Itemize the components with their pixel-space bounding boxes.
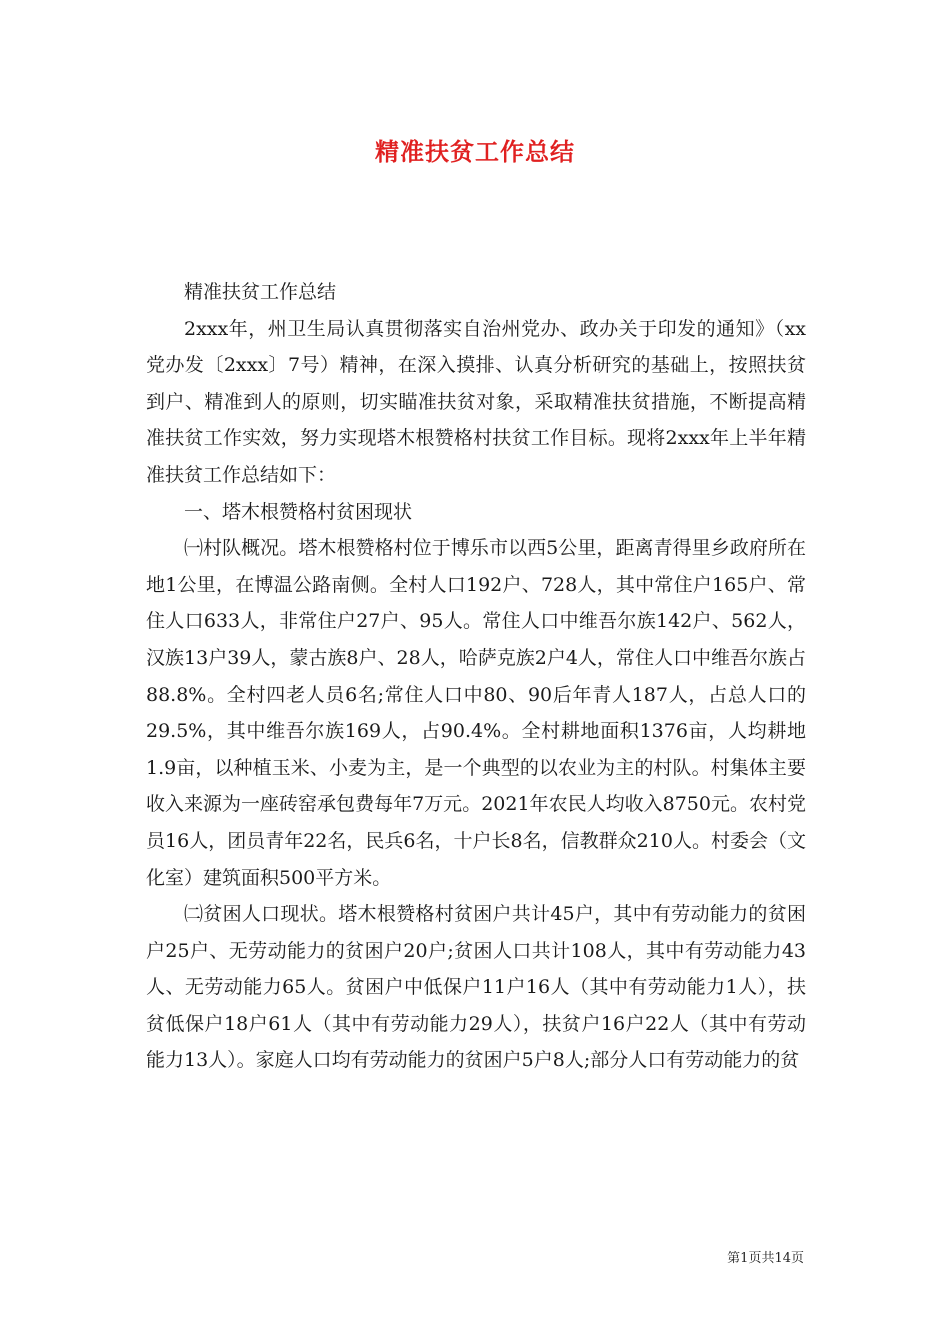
document-title: 精准扶贫工作总结: [375, 138, 575, 166]
paragraph-intro: 2xxx年，州卫生局认真贯彻落实自治州党办、政办关于印发的通知》（xx党办发〔2xxx〕7号）精神，在深入摸排、认真分析研究的基础上，按照扶贫到户、精准到人的原则，切实瞄准扶贫对象，采取精准扶贫措施，不断提高精准扶贫工作实效，努力实现塔木根赞格村扶贫工作目标。现将2xxx年上半年精准扶贫工作总结如下：: [146, 317, 806, 486]
paragraph-subtitle: 精准扶贫工作总结: [184, 281, 337, 303]
paragraph-poverty-status: ㈡贫困人口现状。塔木根赞格村贫困户共计45户，其中有劳动能力的贫困户25户、无劳动能力的贫困户20户;贫困人口共计108人，其中有劳动能力43人、无劳动能力65人。贫困户中低保户11户16人（其中有劳动能力1人），扶贫低保户18户61人（其中有劳动能力29人），扶贫户16户22人（其中有劳动能力13人）。家庭人口均有劳动能力的贫困户5户8人;部分人口有劳动能力的贫: [146, 903, 806, 1072]
document-body: [146, 274, 806, 1079]
section-heading: 一、塔木根赞格村贫困现状: [184, 500, 413, 523]
page-number: 第1页共14页: [727, 1251, 804, 1266]
paragraph-village-overview: ㈠村队概况。塔木根赞格村位于博乐市以西5公里，距离青得里乡政府所在地1公里，在博温公路南侧。全村人口192户、728人，其中常住户165户、常住人口633人，非常住户27户、95人。常住人口中维吾尔族142户、562人，汉族13户39人，蒙古族8户、28人，哈萨克族2户4人，常住人口中维吾尔族占88.8%。全村四老人员6名;常住人口中80、90后年青人187人，占总人口的29.5%，其中维吾尔族169人，占90.4%。全村耕地面积1376亩，人均耕地1.9亩，以种植玉米、小麦为主，是一个典型的以农业为主的村队。村集体主要收入来源为一座砖窑承包费每年7万元。2021年农民人均收入8750元。农村党员16人，团员青年22名，民兵6名，十户长8名，信教群众210人。村委会（文化室）建筑面积500平方米。: [146, 537, 806, 889]
